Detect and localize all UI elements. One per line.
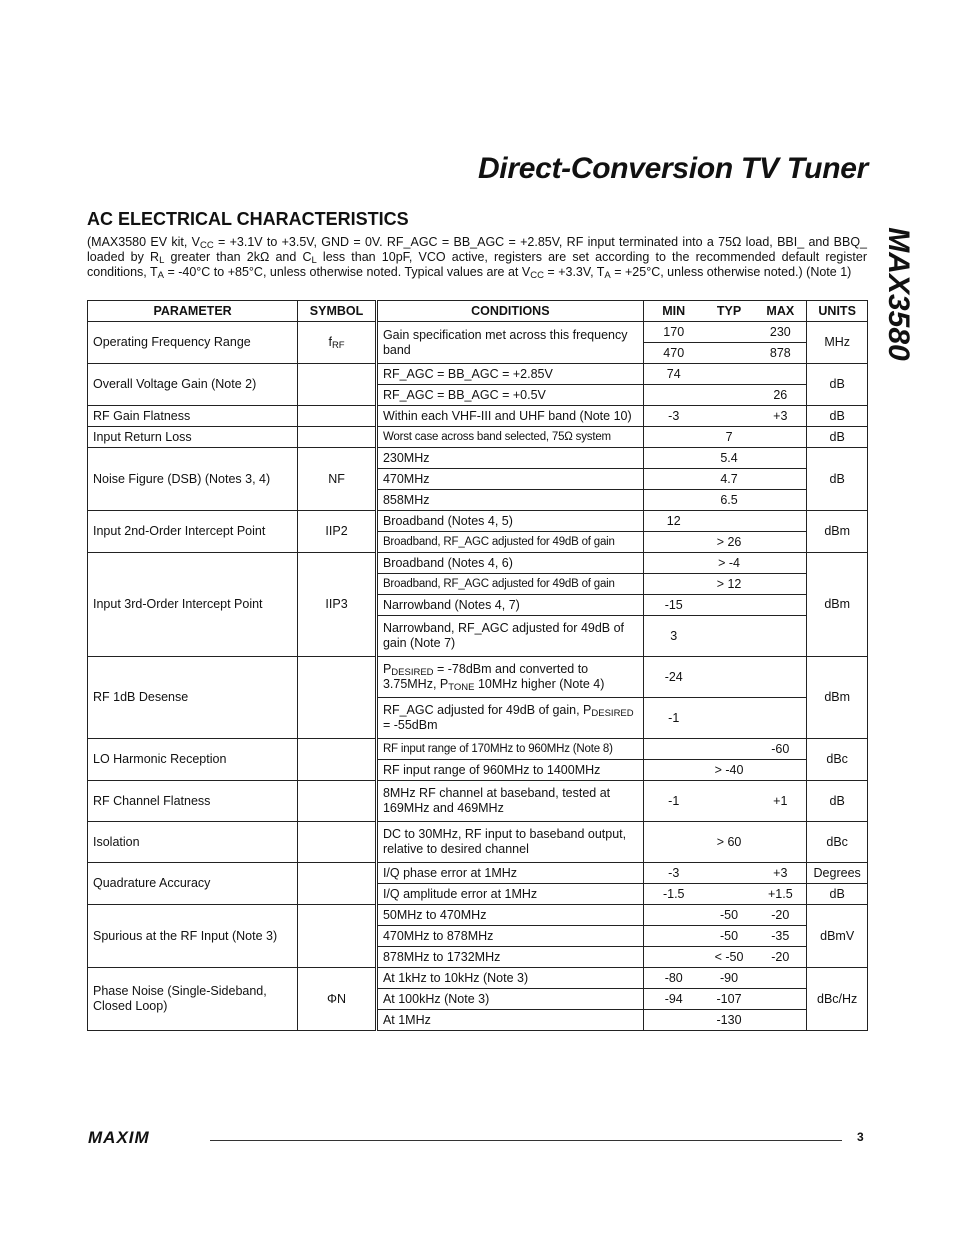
parameter-cell: Spurious at the RF Input (Note 3) <box>88 905 298 968</box>
parameter-cell: Isolation <box>88 822 298 863</box>
intro-text: = +3.1V to +3.5V, GND = 0V. RF_AGC = BB_AGC = +2.85V, RF input terminated into a 75Ω load, BBI_ and BBQ_ loaded by R <box>87 235 867 264</box>
maxim-logo-text: MAXIM <box>88 1129 150 1145</box>
max-cell <box>754 427 807 448</box>
min-cell <box>643 490 704 511</box>
condition-cell: Gain specification met across this frequency band <box>376 322 643 364</box>
intro-text: (MAX3580 EV kit, V <box>87 235 200 249</box>
typ-cell <box>704 511 755 532</box>
table-row <box>88 553 868 574</box>
condition-cell: RF_AGC = BB_AGC = +0.5V <box>376 385 643 406</box>
max-cell: 26 <box>754 385 807 406</box>
symbol-cell <box>298 739 377 781</box>
units-cell: Degrees <box>807 863 868 884</box>
max-cell: +1 <box>754 781 807 822</box>
symbol-cell <box>298 657 377 739</box>
condition-cell: 470MHz to 878MHz <box>376 926 643 947</box>
condition-cell: At 1MHz <box>376 1010 643 1031</box>
min-cell <box>643 448 704 469</box>
min-cell: -1 <box>643 781 704 822</box>
min-cell: -15 <box>643 595 704 616</box>
condition-cell: Within each VHF-III and UHF band (Note 10) <box>376 406 643 427</box>
table-header-row <box>88 301 868 322</box>
min-cell: -80 <box>643 968 704 989</box>
units-cell: MHz <box>807 322 868 364</box>
table-row <box>88 427 868 448</box>
typ-cell <box>704 322 755 343</box>
min-cell: 470 <box>643 343 704 364</box>
intro-subscript: L <box>311 255 317 266</box>
typ-cell <box>704 698 755 739</box>
min-cell <box>643 385 704 406</box>
min-cell <box>643 926 704 947</box>
symbol-cell: NF <box>298 448 377 511</box>
min-cell: -3 <box>643 863 704 884</box>
typ-cell <box>704 781 755 822</box>
typ-cell <box>704 863 755 884</box>
condition-cell: Broadband, RF_AGC adjusted for 49dB of gain <box>376 574 643 595</box>
symbol-cell: IIP3 <box>298 553 377 657</box>
condition-cell: 858MHz <box>376 490 643 511</box>
min-cell <box>643 947 704 968</box>
units-cell: dB <box>807 884 868 905</box>
symbol-subscript: RF <box>331 340 345 351</box>
table-row <box>88 968 868 989</box>
intro-subscript: CC <box>530 270 544 281</box>
condition-text: = -78dBm and converted to 3.75MHz, P <box>382 662 589 691</box>
section-heading: AC ELECTRICAL CHARACTERISTICS <box>87 209 409 229</box>
parameter-cell: RF Channel Flatness <box>88 781 298 822</box>
max-cell <box>754 616 807 657</box>
intro-text: = +25°C, unless otherwise noted.) (Note 1) <box>610 265 852 279</box>
symbol-cell <box>298 322 377 364</box>
table-row <box>88 905 868 926</box>
units-cell: dB <box>807 427 868 448</box>
intro-paragraph <box>87 235 867 280</box>
header-typ: TYP <box>704 301 755 322</box>
typ-cell: 7 <box>704 427 755 448</box>
intro-text: = +3.3V, T <box>543 265 605 279</box>
parameter-cell: Input Return Loss <box>88 427 298 448</box>
symbol-cell: ΦN <box>298 968 377 1031</box>
symbol-cell <box>298 406 377 427</box>
typ-cell <box>704 406 755 427</box>
typ-cell: -130 <box>704 1010 755 1031</box>
condition-cell: DC to 30MHz, RF input to baseband output, relative to desired channel <box>376 822 643 863</box>
min-cell <box>643 553 704 574</box>
parameter-cell: LO Harmonic Reception <box>88 739 298 781</box>
typ-cell <box>704 739 755 760</box>
min-cell <box>643 739 704 760</box>
typ-cell: -50 <box>704 905 755 926</box>
intro-text: = -40°C to +85°C, unless otherwise noted. Typical values are at V <box>164 265 531 279</box>
units-cell: dBc <box>807 822 868 863</box>
condition-text: = -55dBm <box>382 718 438 732</box>
condition-text: RF_AGC adjusted for 49dB of gain, P <box>382 703 592 717</box>
condition-cell: RF_AGC = BB_AGC = +2.85V <box>376 364 643 385</box>
units-cell: dBm <box>807 553 868 657</box>
condition-cell: I/Q amplitude error at 1MHz <box>376 884 643 905</box>
typ-cell <box>704 364 755 385</box>
intro-text: less than 10pF, VCO active, registers are set according to the recommended default register conditions, T <box>87 250 867 279</box>
typ-cell: 4.7 <box>704 469 755 490</box>
typ-cell: > -4 <box>704 553 755 574</box>
header-parameter: PARAMETER <box>88 301 298 322</box>
units-cell: dB <box>807 406 868 427</box>
min-cell: -3 <box>643 406 704 427</box>
table-row <box>88 822 868 863</box>
footer-rule <box>210 1140 842 1141</box>
typ-cell: -90 <box>704 968 755 989</box>
min-cell: 3 <box>643 616 704 657</box>
table-row <box>88 406 868 427</box>
condition-cell: RF input range of 170MHz to 960MHz (Note 8) <box>376 739 643 760</box>
condition-cell <box>376 657 643 698</box>
min-cell <box>643 1010 704 1031</box>
max-cell <box>754 698 807 739</box>
intro-subscript: L <box>159 255 165 266</box>
typ-cell: > 26 <box>704 532 755 553</box>
max-cell <box>754 760 807 781</box>
ac-characteristics-table <box>87 300 868 1031</box>
min-cell: -1.5 <box>643 884 704 905</box>
parameter-cell: Input 2nd-Order Intercept Point <box>88 511 298 553</box>
min-cell: 170 <box>643 322 704 343</box>
max-cell <box>754 553 807 574</box>
table-row <box>88 448 868 469</box>
symbol-main: f <box>328 335 332 349</box>
page-title: Direct-Conversion TV Tuner <box>477 152 868 185</box>
condition-cell: I/Q phase error at 1MHz <box>376 863 643 884</box>
condition-cell: RF input range of 960MHz to 1400MHz <box>376 760 643 781</box>
units-cell: dBm <box>807 511 868 553</box>
condition-subscript: DESIRED <box>391 667 434 678</box>
header-symbol: SYMBOL <box>298 301 377 322</box>
min-cell <box>643 905 704 926</box>
max-cell: -20 <box>754 947 807 968</box>
units-cell: dBm <box>807 657 868 739</box>
min-cell <box>643 760 704 781</box>
units-cell: dBc/Hz <box>807 968 868 1031</box>
header-min: MIN <box>643 301 704 322</box>
condition-cell: Broadband (Notes 4, 5) <box>376 511 643 532</box>
typ-cell: 6.5 <box>704 490 755 511</box>
intro-subscript: A <box>157 270 164 281</box>
typ-cell <box>704 884 755 905</box>
condition-cell: 230MHz <box>376 448 643 469</box>
min-cell: -94 <box>643 989 704 1010</box>
condition-cell: 470MHz <box>376 469 643 490</box>
condition-cell: 8MHz RF channel at baseband, tested at 169MHz and 469MHz <box>376 781 643 822</box>
table-row <box>88 511 868 532</box>
symbol-cell <box>298 822 377 863</box>
header-units: UNITS <box>807 301 868 322</box>
max-cell <box>754 469 807 490</box>
intro-text: greater than 2kΩ and C <box>164 250 312 264</box>
typ-cell: -107 <box>704 989 755 1010</box>
condition-cell: Narrowband (Notes 4, 7) <box>376 595 643 616</box>
units-cell: dBc <box>807 739 868 781</box>
intro-subscript: CC <box>199 240 214 251</box>
max-cell <box>754 448 807 469</box>
table-row <box>88 657 868 698</box>
max-cell <box>754 1010 807 1031</box>
typ-cell <box>704 595 755 616</box>
table-row <box>88 739 868 760</box>
condition-cell: 50MHz to 470MHz <box>376 905 643 926</box>
condition-subscript: DESIRED <box>591 708 634 719</box>
table-row <box>88 364 868 385</box>
maxim-logo <box>88 1129 200 1145</box>
typ-cell: < -50 <box>704 947 755 968</box>
symbol-cell <box>298 364 377 406</box>
max-cell <box>754 532 807 553</box>
table-row <box>88 322 868 343</box>
max-cell <box>754 657 807 698</box>
symbol-cell <box>298 905 377 968</box>
typ-cell <box>704 616 755 657</box>
typ-cell <box>704 385 755 406</box>
condition-cell <box>376 698 643 739</box>
side-part-number <box>878 214 918 374</box>
symbol-cell <box>298 781 377 822</box>
condition-text: 10MHz higher (Note 4) <box>474 677 605 691</box>
condition-cell: Broadband (Notes 4, 6) <box>376 553 643 574</box>
max-cell: +1.5 <box>754 884 807 905</box>
min-cell <box>643 822 704 863</box>
symbol-cell: IIP2 <box>298 511 377 553</box>
units-cell: dB <box>807 781 868 822</box>
table-row <box>88 781 868 822</box>
parameter-cell: RF 1dB Desense <box>88 657 298 739</box>
max-cell <box>754 364 807 385</box>
min-cell <box>643 532 704 553</box>
condition-subscript: TONE <box>448 682 475 693</box>
max-cell <box>754 989 807 1010</box>
symbol-cell <box>298 427 377 448</box>
parameter-cell: Input 3rd-Order Intercept Point <box>88 553 298 657</box>
units-cell: dB <box>807 364 868 406</box>
side-part-number-text: MAX3580 <box>882 227 915 361</box>
typ-cell: 5.4 <box>704 448 755 469</box>
typ-cell: -50 <box>704 926 755 947</box>
typ-cell: > 60 <box>704 822 755 863</box>
parameter-cell: RF Gain Flatness <box>88 406 298 427</box>
condition-cell: At 100kHz (Note 3) <box>376 989 643 1010</box>
condition-cell: Broadband, RF_AGC adjusted for 49dB of gain <box>376 532 643 553</box>
max-cell <box>754 822 807 863</box>
parameter-cell: Operating Frequency Range <box>88 322 298 364</box>
max-cell <box>754 490 807 511</box>
condition-text: P <box>382 662 392 676</box>
min-cell: 74 <box>643 364 704 385</box>
units-cell: dB <box>807 448 868 511</box>
typ-cell: > -40 <box>704 760 755 781</box>
max-cell <box>754 511 807 532</box>
typ-cell <box>704 343 755 364</box>
condition-cell: 878MHz to 1732MHz <box>376 947 643 968</box>
max-cell <box>754 968 807 989</box>
typ-cell: > 12 <box>704 574 755 595</box>
max-cell: 878 <box>754 343 807 364</box>
units-cell: dBmV <box>807 905 868 968</box>
typ-cell <box>704 657 755 698</box>
header-conditions: CONDITIONS <box>376 301 643 322</box>
page-number: 3 <box>857 1130 864 1144</box>
header-max: MAX <box>754 301 807 322</box>
max-cell <box>754 574 807 595</box>
min-cell <box>643 574 704 595</box>
min-cell <box>643 427 704 448</box>
symbol-cell <box>298 863 377 905</box>
min-cell: -1 <box>643 698 704 739</box>
parameter-cell: Phase Noise (Single-Sideband, Closed Loop) <box>88 968 298 1031</box>
max-cell: -35 <box>754 926 807 947</box>
max-cell: +3 <box>754 863 807 884</box>
condition-cell: Narrowband, RF_AGC adjusted for 49dB of gain (Note 7) <box>376 616 643 657</box>
min-cell: -24 <box>643 657 704 698</box>
condition-cell: At 1kHz to 10kHz (Note 3) <box>376 968 643 989</box>
table-row <box>88 863 868 884</box>
parameter-cell: Quadrature Accuracy <box>88 863 298 905</box>
max-cell: 230 <box>754 322 807 343</box>
max-cell <box>754 595 807 616</box>
parameter-cell: Overall Voltage Gain (Note 2) <box>88 364 298 406</box>
max-cell: +3 <box>754 406 807 427</box>
condition-cell: Worst case across band selected, 75Ω system <box>376 427 643 448</box>
parameter-cell: Noise Figure (DSB) (Notes 3, 4) <box>88 448 298 511</box>
max-cell: -60 <box>754 739 807 760</box>
min-cell <box>643 469 704 490</box>
intro-subscript: A <box>604 270 611 281</box>
min-cell: 12 <box>643 511 704 532</box>
max-cell: -20 <box>754 905 807 926</box>
